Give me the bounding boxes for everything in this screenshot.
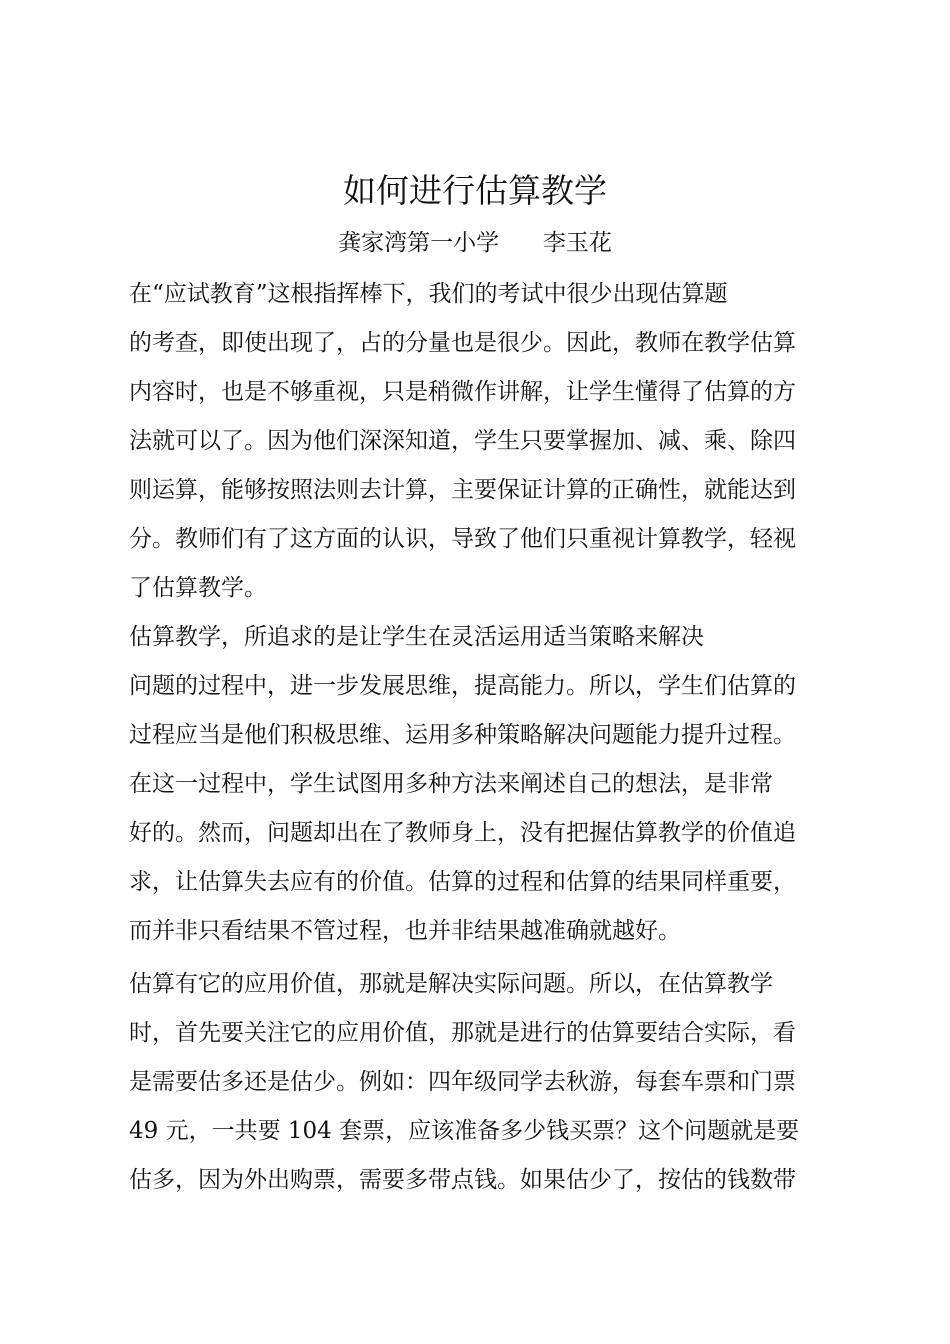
- body-line: 而并非只看结果不管过程，也并非结果越准确就越好。: [129, 918, 681, 944]
- body-line: 估算有它的应用价值，那就是解决实际问题。所以，在估算教学: [129, 971, 773, 997]
- body-line: 内容时，也是不够重视，只是稍微作讲解，让学生懂得了估算的方: [129, 379, 796, 405]
- body-line: 估多，因为外出购票，需要多带点钱。如果估少了，按估的钱数带: [129, 1167, 796, 1193]
- body-line: 求，让估算失去应有的价值。估算的过程和估算的结果同样重要，: [129, 869, 796, 895]
- body-line: 是需要估多还是估少。例如：四年级同学去秋游，每套车票和门票: [129, 1069, 796, 1095]
- document-title: 如何进行估算教学: [343, 171, 607, 210]
- body-line: 的考查，即使出现了，占的分量也是很少。因此，教师在教学估算: [129, 330, 796, 356]
- body-line: 好的。然而，问题却出在了教师身上，没有把握估算教学的价值追: [129, 820, 796, 846]
- body-line: 时，首先要关注它的应用价值，那就是进行的估算要结合实际，看: [129, 1020, 796, 1046]
- body-line: 则运算，能够按照法则去计算，主要保证计算的正确性，就能达到: [129, 477, 796, 503]
- body-line: 问题的过程中，进一步发展思维，提高能力。所以，学生们估算的: [129, 673, 796, 699]
- body-line: 49 元，一共要 104 套票，应该准备多少钱买票？这个问题就是要: [129, 1118, 800, 1144]
- body-line: 了估算教学。: [129, 575, 267, 601]
- body-line: 在“应试教育”这根指挥棒下，我们的考试中很少出现估算题: [129, 281, 728, 307]
- body-line: 过程应当是他们积极思维、运用多种策略解决问题能力提升过程。: [129, 722, 796, 748]
- body-line: 分。教师们有了这方面的认识，导致了他们只重视计算教学，轻视: [129, 526, 796, 552]
- body-line: 在这一过程中，学生试图用多种方法来阐述自己的想法，是非常: [129, 771, 773, 797]
- author-byline: 龚家湾第一小学 李玉花: [338, 230, 612, 256]
- body-line: 估算教学，所追求的是让学生在灵活运用适当策略来解决: [129, 624, 704, 650]
- body-line: 法就可以了。因为他们深深知道，学生只要掌握加、减、乘、除四: [129, 428, 796, 454]
